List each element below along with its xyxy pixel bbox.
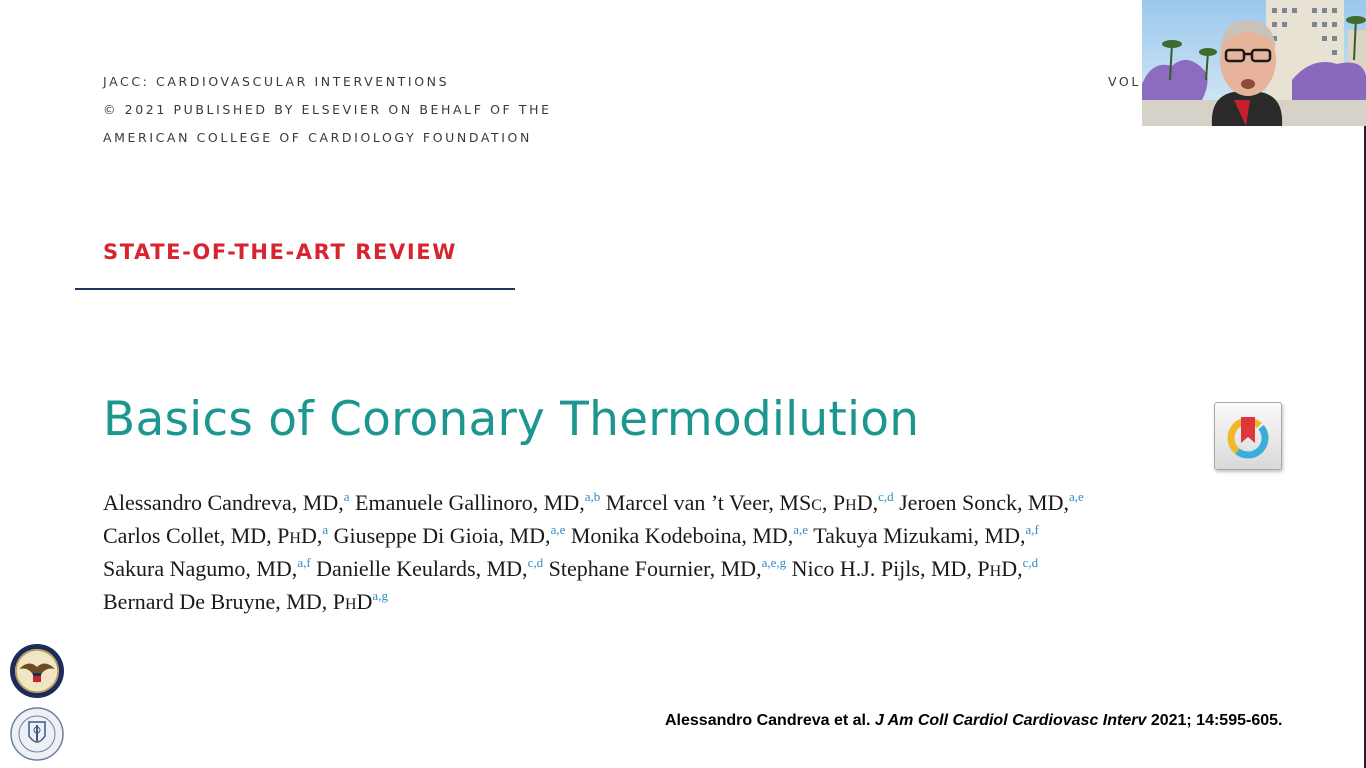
- author: [899, 490, 1084, 515]
- author-name-part: Sakura Nagumo, MD,: [103, 556, 298, 581]
- affiliation-superscript: a: [322, 522, 329, 537]
- author-name-part: C: [811, 497, 822, 514]
- article-type: STATE-OF-THE-ART REVIEW: [103, 240, 457, 264]
- affiliation-superscript: a,e: [550, 522, 566, 537]
- citation-details: 2021; 14:595-605.: [1150, 712, 1283, 729]
- author-name-part: D: [356, 589, 373, 614]
- author-name-part: H: [289, 530, 301, 547]
- citation-authors: Alessandro Candreva et al.: [665, 712, 871, 729]
- author-list: [103, 486, 1293, 618]
- author-name-part: Monika Kodeboina, MD,: [570, 523, 794, 548]
- va-seal-icon: [9, 643, 65, 699]
- affiliation-superscript: a,f: [1025, 522, 1039, 537]
- citation-journal: J Am Coll Cardiol Cardiovasc Interv: [874, 712, 1147, 729]
- author-name-part: Alessandro Candreva, MD,: [103, 490, 344, 515]
- author: [571, 523, 808, 548]
- author: [103, 523, 328, 548]
- author-name-part: Emanuele Gallinoro, MD,: [355, 490, 585, 515]
- author-name-part: Bernard De Bruyne, MD, P: [103, 589, 345, 614]
- author: [549, 556, 787, 581]
- crossmark-icon[interactable]: [1214, 402, 1282, 470]
- affiliation-superscript: a,e: [1069, 489, 1084, 504]
- author: [792, 556, 1039, 581]
- author-name-part: , P: [821, 490, 846, 515]
- author-name-part: D,: [1001, 556, 1023, 581]
- author-name-part: Takuya Mizukami, MD,: [813, 523, 1026, 548]
- author-line: [103, 519, 1293, 552]
- divider-rule: [75, 288, 515, 290]
- publisher-line: © 2021 PUBLISHED BY ELSEVIER ON BEHALF OF THE: [103, 102, 552, 117]
- author: [606, 490, 894, 515]
- author-name-part: H: [845, 497, 857, 514]
- author-name-part: Giuseppe Di Gioia, MD,: [333, 523, 551, 548]
- author-name-part: D,: [300, 523, 323, 548]
- university-seal-icon: [9, 706, 65, 762]
- affiliation-superscript: a,g: [372, 588, 388, 603]
- author: [103, 556, 311, 581]
- author: [334, 523, 566, 548]
- journal-name: JACC: CARDIOVASCULAR INTERVENTIONS: [103, 74, 450, 89]
- author-name-part: Danielle Keulards, MD,: [316, 556, 528, 581]
- author-name-part: D,: [856, 490, 879, 515]
- affiliation-superscript: a,e: [793, 522, 809, 537]
- author: [103, 490, 350, 515]
- affiliation-superscript: a,b: [584, 489, 601, 504]
- affiliation-superscript: c,d: [1022, 555, 1039, 570]
- author: [103, 589, 388, 614]
- author-name-part: H: [344, 596, 357, 613]
- author-name-part: H: [989, 563, 1002, 580]
- affiliation-superscript: a,f: [297, 555, 311, 570]
- author-line: [103, 486, 1293, 519]
- article-title: Basics of Coronary Thermodilution: [103, 392, 920, 447]
- citation: [665, 712, 1282, 730]
- author-name-part: Marcel van ’t Veer, MS: [605, 490, 812, 515]
- author-name-part: Jeroen Sonck, MD,: [899, 490, 1069, 515]
- webcam-video-feed: [1142, 0, 1366, 126]
- author: [316, 556, 543, 581]
- author: [813, 523, 1039, 548]
- affiliation-superscript: c,d: [878, 489, 894, 504]
- author-name-part: Nico H.J. Pijls, MD, P: [791, 556, 990, 581]
- author-line: [103, 585, 1293, 618]
- volume-label: VOL: [1108, 74, 1141, 89]
- affiliation-superscript: a,e,g: [761, 555, 787, 570]
- author: [355, 490, 600, 515]
- affiliation-superscript: c,d: [527, 555, 544, 570]
- author-name-part: Stephane Fournier, MD,: [548, 556, 762, 581]
- affiliation-superscript: a: [343, 489, 350, 504]
- author-name-part: Carlos Collet, MD, P: [103, 523, 290, 548]
- foundation-line: AMERICAN COLLEGE OF CARDIOLOGY FOUNDATION: [103, 130, 532, 145]
- author-line: [103, 552, 1293, 585]
